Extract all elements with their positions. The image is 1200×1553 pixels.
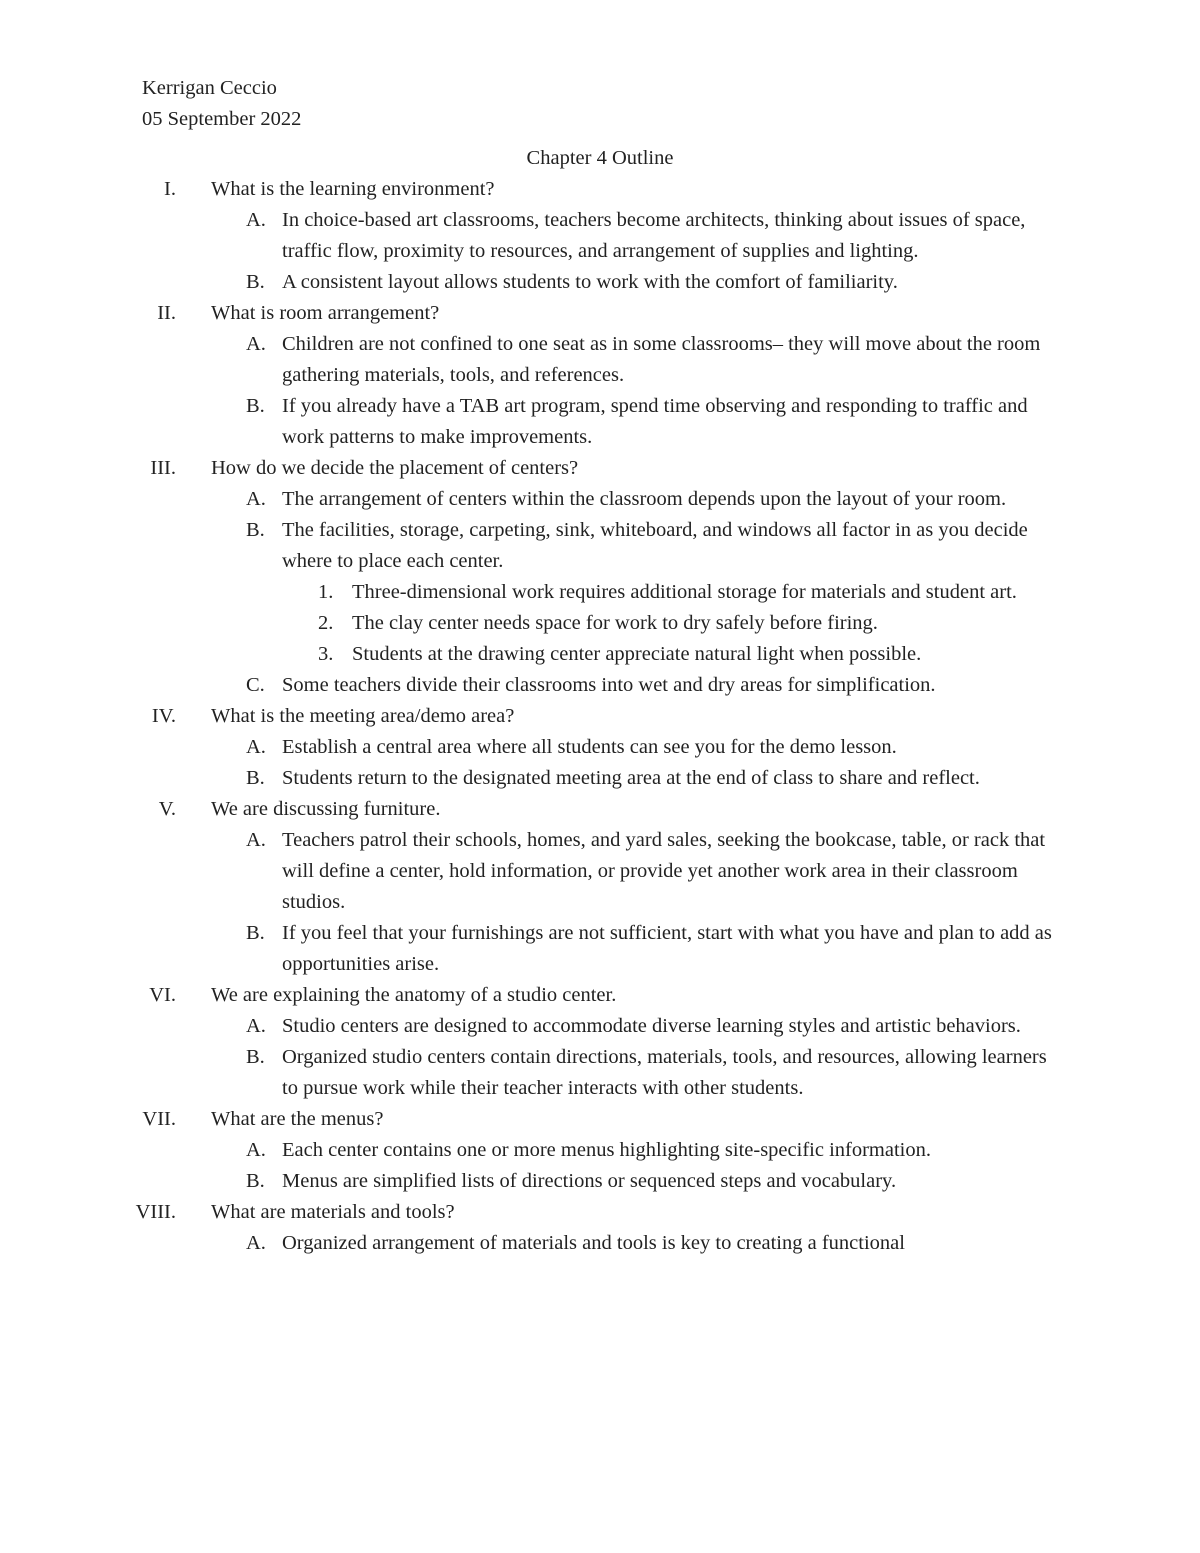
item-text: The arrangement of centers within the classroom depends upon the layout of your room. (282, 488, 1007, 510)
item-letter: A. (246, 1139, 266, 1161)
outline-section (0, 174, 1200, 205)
section-heading: What is the learning environment? (211, 178, 495, 200)
section-heading: What is the meeting area/demo area? (211, 705, 515, 727)
section-number: VIII. (135, 1201, 176, 1223)
outline-list (0, 174, 1200, 1259)
outline-item (0, 763, 1200, 794)
item-letter: B. (246, 1170, 265, 1192)
outline-item (0, 484, 1200, 515)
outline-item (0, 1228, 1200, 1259)
outline-item (0, 1011, 1200, 1042)
subitem-text: Three-dimensional work requires additional storage for materials and student art. (352, 581, 1017, 603)
document-title: Chapter 4 Outline (526, 147, 674, 169)
item-letter: A. (246, 1232, 266, 1254)
item-text: The facilities, storage, carpeting, sink, whiteboard, and windows all factor in as you decide where to place each center. (282, 519, 1028, 572)
section-heading: What is room arrangement? (211, 302, 440, 324)
item-letter: C. (246, 674, 265, 696)
document-date: 05 September 2022 (142, 108, 302, 130)
section-number: IV. (151, 705, 176, 727)
outline-subitem (0, 639, 1200, 670)
item-letter: B. (246, 922, 265, 944)
item-text: Students return to the designated meeting area at the end of class to share and reflect. (282, 767, 980, 789)
subitem-number: 2. (318, 612, 334, 634)
item-letter: A. (246, 333, 266, 355)
item-letter: A. (246, 209, 266, 231)
item-text: Teachers patrol their schools, homes, and yard sales, seeking the bookcase, table, or rack that will define a center, hold information, or provide yet another work area in their classroom studios. (282, 829, 1046, 913)
section-number: VII. (142, 1108, 176, 1130)
section-number: II. (157, 302, 176, 324)
subitem-number: 1. (318, 581, 334, 603)
item-text: Menus are simplified lists of directions or sequenced steps and vocabulary. (282, 1170, 897, 1192)
outline-section (0, 298, 1200, 329)
item-text: If you already have a TAB art program, spend time observing and responding to traffic and work patterns to make improvements. (282, 395, 1028, 448)
item-text: Some teachers divide their classrooms into wet and dry areas for simplification. (282, 674, 936, 696)
item-text: Studio centers are designed to accommodate diverse learning styles and artistic behaviors. (282, 1015, 1021, 1037)
section-heading: How do we decide the placement of centers? (211, 457, 579, 479)
item-text: Organized arrangement of materials and tools is key to creating a functional (282, 1232, 905, 1254)
outline-item (0, 515, 1200, 577)
outline-item (0, 918, 1200, 980)
subitem-text: Students at the drawing center appreciate natural light when possible. (352, 643, 922, 665)
outline-item (0, 391, 1200, 453)
item-letter: B. (246, 519, 265, 541)
outline-section (0, 1104, 1200, 1135)
outline-subitem (0, 608, 1200, 639)
section-number: I. (164, 178, 176, 200)
section-number: V. (158, 798, 176, 820)
item-text: Establish a central area where all students can see you for the demo lesson. (282, 736, 897, 758)
outline-item (0, 670, 1200, 701)
outline-item (0, 205, 1200, 267)
outline-section (0, 701, 1200, 732)
item-text: In choice-based art classrooms, teachers become architects, thinking about issues of space, traffic flow, proximity to resources, and arrangement of supplies and lighting. (282, 209, 1026, 262)
author-name: Kerrigan Ceccio (142, 77, 277, 99)
item-text: A consistent layout allows students to work with the comfort of familiarity. (282, 271, 898, 293)
outline-item (0, 732, 1200, 763)
outline-item (0, 329, 1200, 391)
section-heading: We are discussing furniture. (211, 798, 441, 820)
outline-section (0, 794, 1200, 825)
item-letter: B. (246, 767, 265, 789)
outline-section (0, 453, 1200, 484)
item-letter: B. (246, 395, 265, 417)
item-letter: B. (246, 271, 265, 293)
outline-subitem (0, 577, 1200, 608)
section-number: VI. (149, 984, 176, 1006)
item-letter: A. (246, 1015, 266, 1037)
section-heading: What are materials and tools? (211, 1201, 455, 1223)
item-text: Children are not confined to one seat as in some classrooms– they will move about the room gathering materials, tools, and references. (282, 333, 1041, 386)
item-letter: A. (246, 736, 266, 758)
document-header (142, 73, 301, 135)
item-text: If you feel that your furnishings are not sufficient, start with what you have and plan to add as opportunities arise. (282, 922, 1052, 975)
outline-item (0, 1042, 1200, 1104)
item-letter: B. (246, 1046, 265, 1068)
subitem-number: 3. (318, 643, 334, 665)
section-number: III. (150, 457, 176, 479)
section-heading: What are the menus? (211, 1108, 384, 1130)
outline-item (0, 267, 1200, 298)
outline-section (0, 980, 1200, 1011)
outline-section (0, 1197, 1200, 1228)
item-letter: A. (246, 488, 266, 510)
outline-item (0, 1135, 1200, 1166)
item-text: Each center contains one or more menus highlighting site-specific information. (282, 1139, 931, 1161)
outline-item (0, 1166, 1200, 1197)
subitem-text: The clay center needs space for work to dry safely before firing. (352, 612, 878, 634)
item-letter: A. (246, 829, 266, 851)
outline-item (0, 825, 1200, 918)
item-text: Organized studio centers contain directions, materials, tools, and resources, allowing learners to pursue work while their teacher interacts with other students. (282, 1046, 1047, 1099)
section-heading: We are explaining the anatomy of a studio center. (211, 984, 617, 1006)
